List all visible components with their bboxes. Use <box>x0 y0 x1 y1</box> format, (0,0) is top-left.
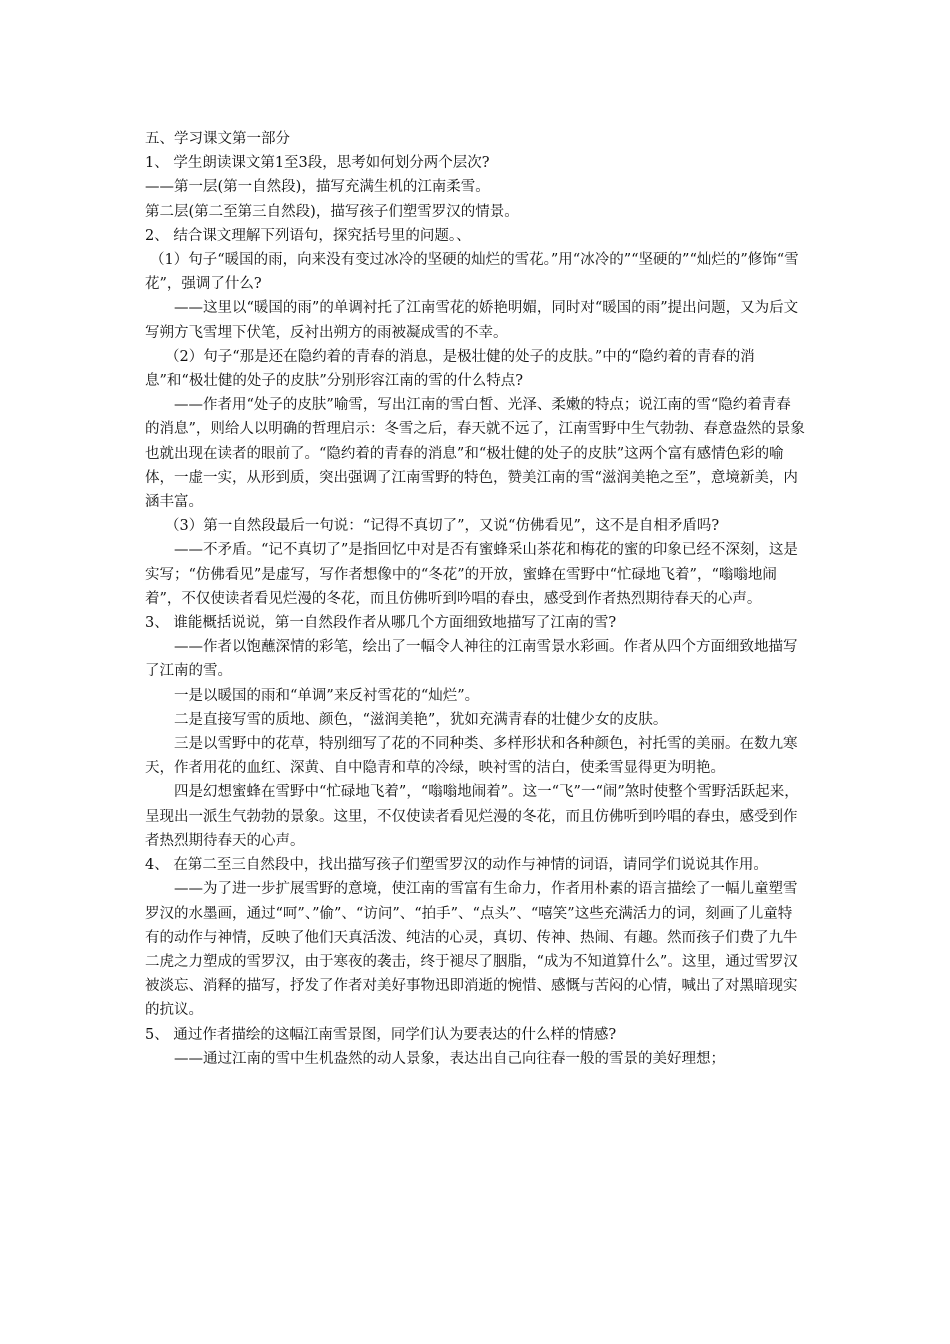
paragraph: 二是直接写雪的质地、颜色，“滋润美艳”，犹如充满青春的壮健少女的皮肤。 <box>174 711 668 728</box>
paragraph: 三是以雪野中的花草，特别细写了花的不同种类、多样形状和各种颜色，衬托雪的美丽。在数九寒天，作者用花的血红、深黄、自中隐青和草的冷绿，映衬雪的洁白，使柔雪显得更为明艳。 <box>145 736 798 777</box>
paragraph: ——作者以饱蘸深情的彩笔，绘出了一幅令人神往的江南雪景水彩画。作者从四个方面细致地描写了江南的雪。 <box>145 639 798 680</box>
paragraph: ——作者用“处子的皮肤”喻雪，写出江南的雪白皙、光泽、柔嫩的特点；说江南的雪“隐约着青春的消息”，则给人以明确的哲理启示：冬雪之后，春天就不远了，江南雪野中生气勃勃、春意盎然的景象也就出现在读者的眼前了。“隐约着的青春的消息”和“极壮健的处子的皮肤”这两个富有感情色彩的喻体，一虚一实，从形到质，突出强调了江南雪野的特色，赞美江南的雪“滋润美艳之至”，意境新美，内涵丰富。 <box>145 397 805 511</box>
paragraph: （2）句子“那是还在隐约着的青春的消息，是极壮健的处子的皮肤。”中的“隐约着的青春的消息”和“极壮健的处子的皮肤”分别形容江南的雪的什么特点? <box>145 348 755 390</box>
document-page <box>145 127 805 1071</box>
paragraph: ——这里以“暖国的雨”的单调衬托了江南雪花的娇艳明媚，同时对“暖国的雨”提出问题，又为后文写朔方飞雪埋下伏笔，反衬出朔方的雨被凝成雪的不幸。 <box>145 300 799 341</box>
paragraph: 5、 通过作者描绘的这幅江南雪景图，同学们认为要表达的什么样的情感? <box>145 1026 617 1043</box>
paragraph: 1、 学生朗读课文第1至3段，思考如何划分两个层次? <box>145 155 490 172</box>
paragraph: 3、 谁能概括说说，第一自然段作者从哪几个方面细致地描写了江南的雪? <box>145 615 617 632</box>
section-title: 五、学习课文第一部分 <box>145 131 290 147</box>
paragraph: 四是幻想蜜蜂在雪野中“忙碌地飞着”，“嗡嗡地闹着”。这一“飞”一“闹”煞时使整个雪野活跃起来，呈现出一派生气勃勃的景象。这里，不仅使读者看见烂漫的冬花，而且仿佛听到吟唱的春虫，感受到作者热烈期待春天的心声。 <box>145 784 799 849</box>
paragraph: ——不矛盾。“记不真切了”是指回忆中对是否有蜜蜂采山茶花和梅花的蜜的印象已经不深刻，这是实写；“仿佛看见”是虚写，写作者想像中的“冬花”的开放，蜜蜂在雪野中“忙碌地飞着”，“嗡嗡地闹着”，不仅使读者看见烂漫的冬花，而且仿佛听到吟唱的春虫，感受到作者热烈期待春天的心声。 <box>145 542 798 607</box>
paragraph: ——为了进一步扩展雪野的意境，使江南的雪富有生命力，作者用朴素的语言描绘了一幅儿童塑雪罗汉的水墨画，通过“呵”、”偷”、“访问”、“拍手”、“点头”、“嘻笑”这些充满活力的词，刻画了儿童特有的动作与神情，反映了他们天真活泼、纯洁的心灵，真切、传神、热闹、有趣。然而孩子们费了九牛二虎之力塑成的雪罗汉，由于寒夜的袭击，终于褪尽了胭脂，“成为不知道算什么”。这里，通过雪罗汉被淡忘、消释的描写，抒发了作者对美好事物迅即消逝的惋惜、感慨与苦闷的心情，喊出了对黑暗现实的抗议。 <box>145 881 798 1019</box>
paragraph: ——通过江南的雪中生机盎然的动人景象，表达出自己向往春一般的雪景的美好理想； <box>174 1050 725 1067</box>
paragraph: 2、 结合课文理解下列语句，探究括号里的问题。、 <box>145 227 471 244</box>
paragraph: （3）第一自然段最后一句说：“记得不真切了”，又说“仿佛看见”，这不是自相矛盾吗? <box>165 518 720 535</box>
paragraph: 4、 在第二至三自然段中，找出描写孩子们塑雪罗汉的动作与神情的词语，请同学们说说其作用。 <box>145 857 768 874</box>
paragraph: 第二层(第二至第三自然段)，描写孩子们塑雪罗汉的情景。 <box>145 203 519 220</box>
paragraph: 一是以暖国的雨和“单调”来反衬雪花的“灿烂”。 <box>174 687 480 704</box>
paragraph: （1）句子“暖国的雨，向来没有变过冰冷的坚硬的灿烂的雪花。”用“冰冷的”“坚硬的”“灿烂的”修饰“雪花”，强调了什么? <box>145 252 799 293</box>
paragraph: ——第一层(第一自然段)，描写充满生机的江南柔雪。 <box>145 179 490 196</box>
document-body <box>145 151 805 1071</box>
